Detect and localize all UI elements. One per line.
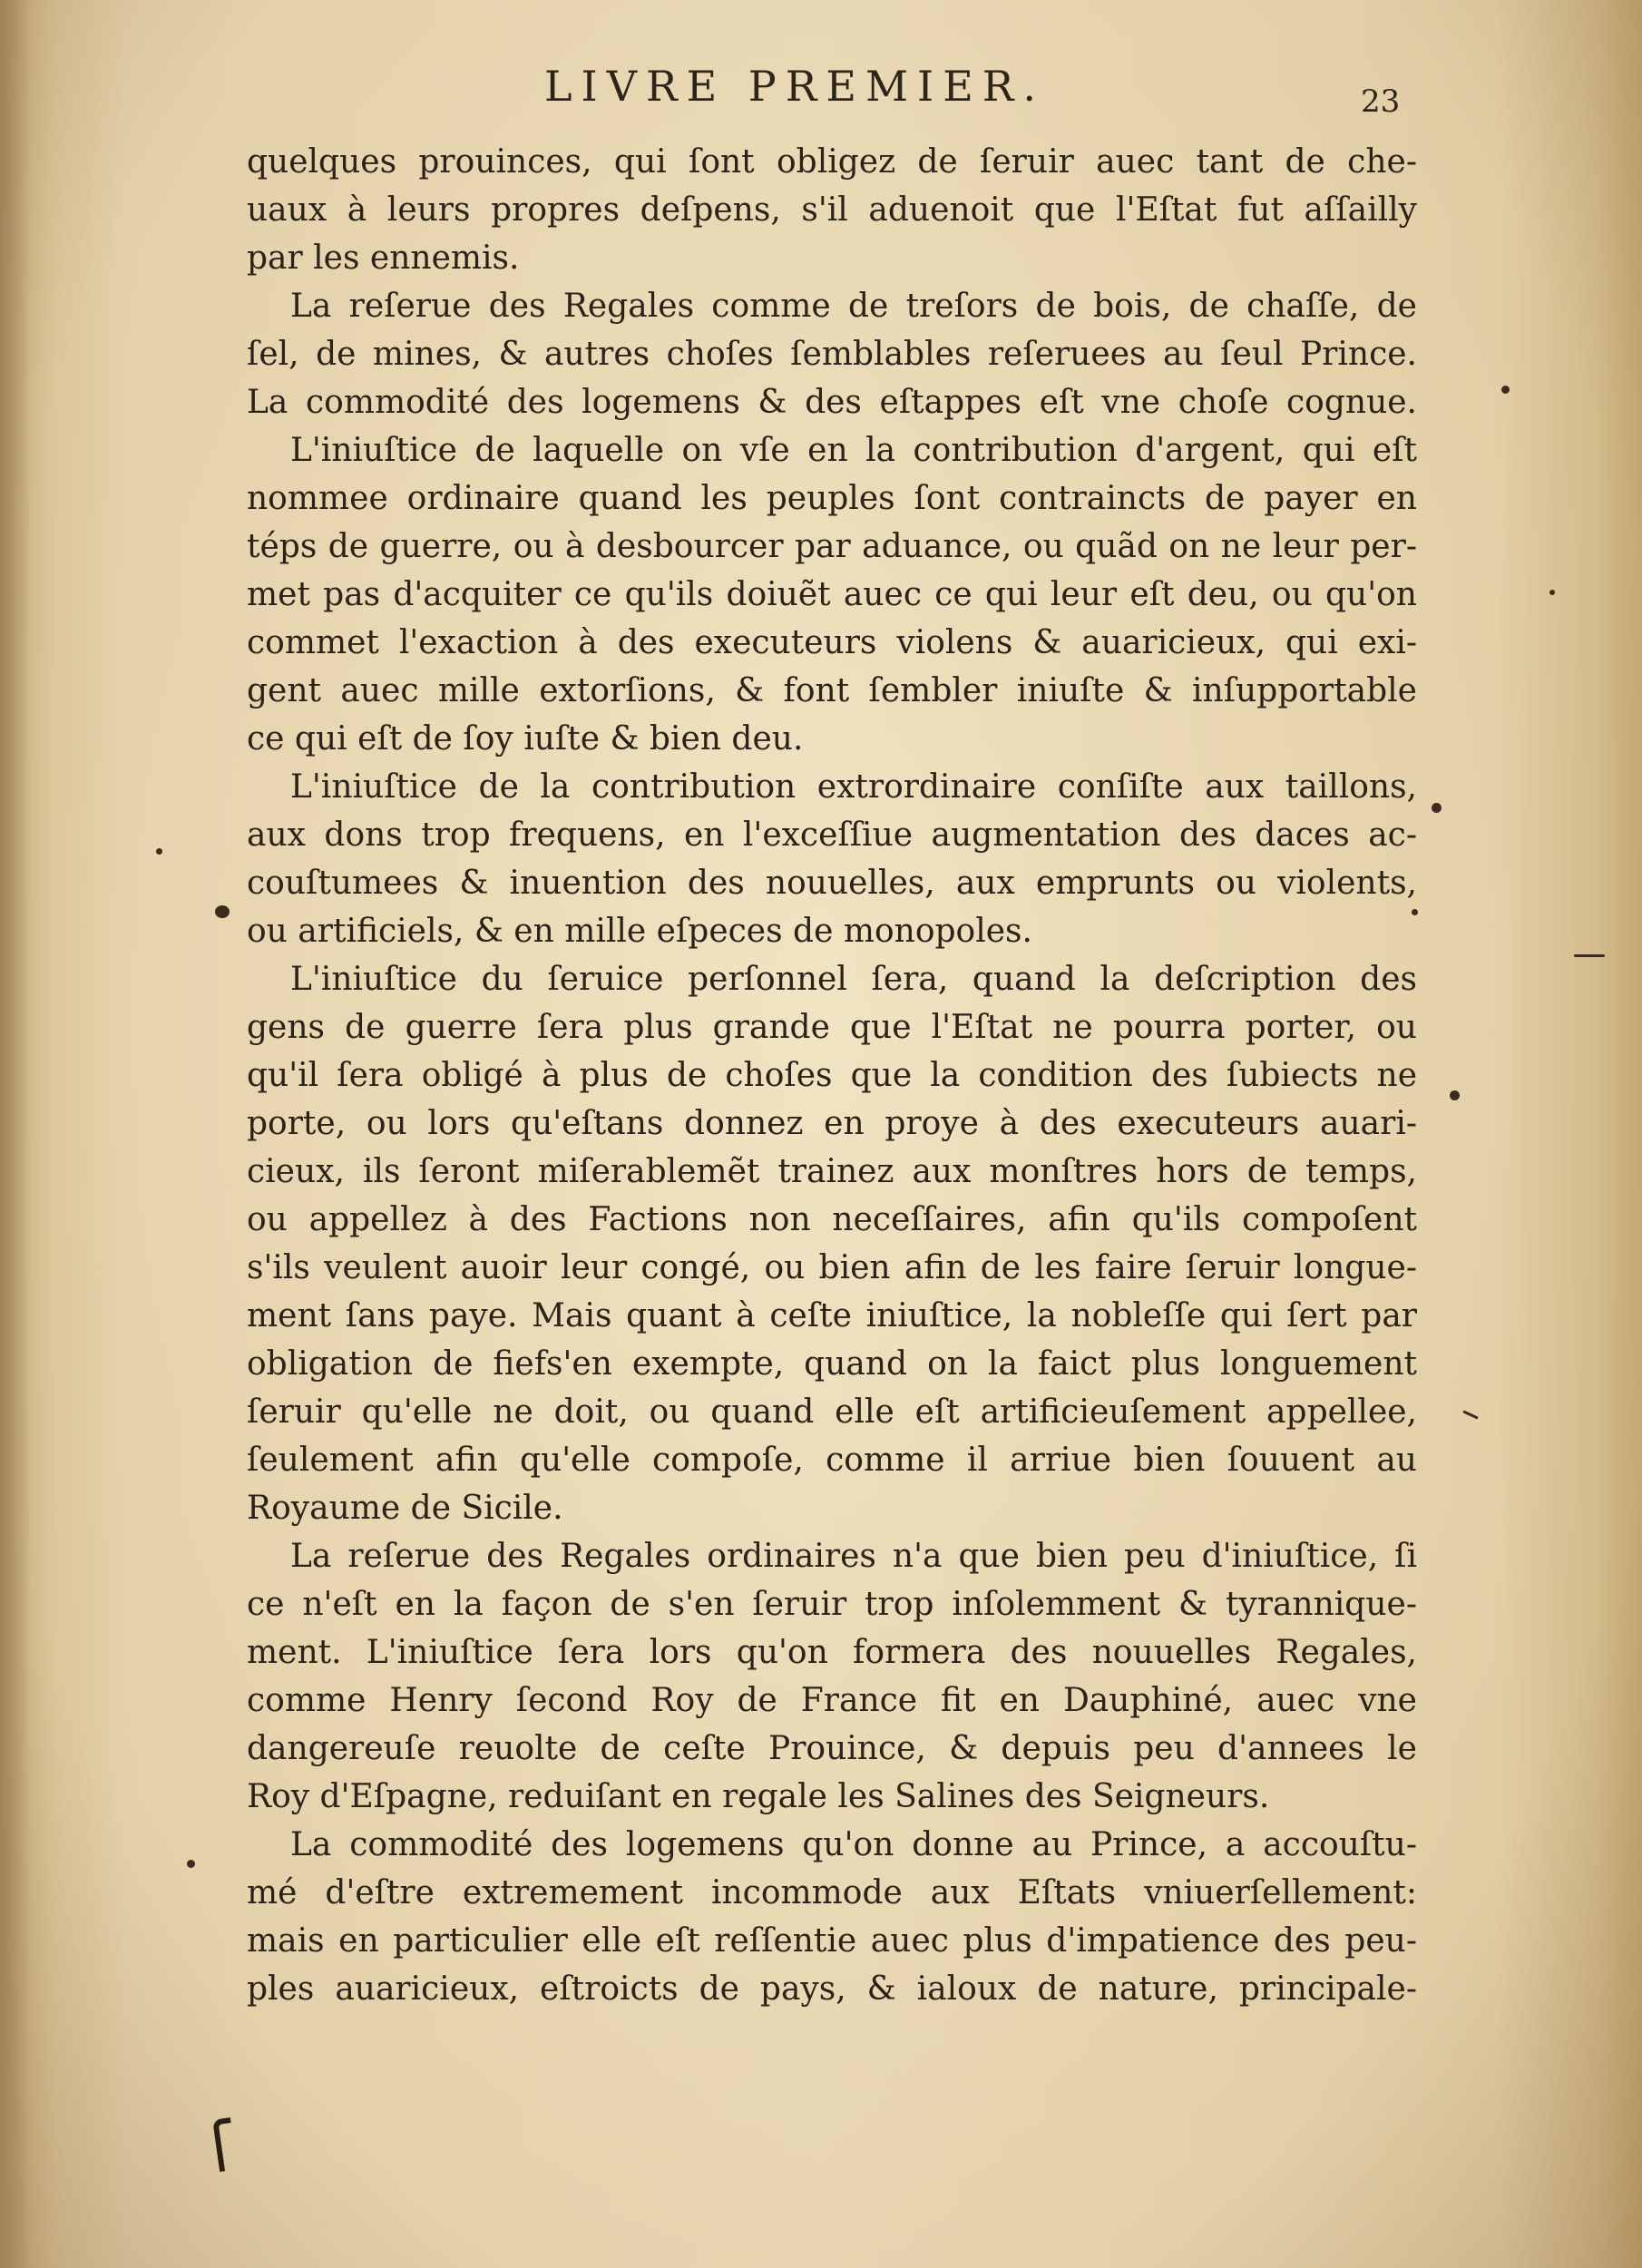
text-line: obligation de fiefs'en exempte, quand on la faict plus longuement xyxy=(247,1345,1417,1383)
ink-fleck xyxy=(1412,909,1418,915)
text-line: cieux, ils ſeront miſerablemẽt trainez aux monſtres hors de temps, xyxy=(247,1153,1417,1190)
text-line: ſeulement afin qu'elle compoſe, comme il arriue bien ſouuent au xyxy=(247,1442,1417,1479)
text-line: ſeruir qu'elle ne doit, ou quand elle eſt artificieuſement appellee, xyxy=(247,1393,1417,1431)
text-line: L'iniuſtice de la contribution extrordinaire conſiſte aux taillons, xyxy=(290,768,1417,806)
text-line: La commodité des logemens qu'on donne au Prince, a accouſtu- xyxy=(290,1826,1417,1863)
running-title: LIVRE PREMIER. xyxy=(544,62,1046,111)
text-line: s'ils veulent auoir leur congé, ou bien afin de les faire ſeruir longue- xyxy=(247,1249,1417,1286)
ink-fleck xyxy=(1501,386,1510,394)
text-line: La reſerue des Regales ordinaires n'a que bien peu d'iniuſtice, ſi xyxy=(290,1538,1417,1575)
ink-fleck xyxy=(1450,1090,1460,1100)
ink-fleck xyxy=(1432,803,1442,813)
body-text xyxy=(247,138,1417,2013)
text-line: nommee ordinaire quand les peuples ſont contraincts de payer en xyxy=(247,480,1417,517)
text-line: qu'il ſera obligé à plus de choſes que la condition des ſubiects ne xyxy=(247,1057,1417,1094)
text-line: par les ennemis. xyxy=(247,240,520,277)
text-line: dangereuſe reuolte de ceſte Prouince, & depuis peu d'annees le xyxy=(247,1730,1417,1767)
ink-fleck xyxy=(1549,590,1555,595)
text-line: ou appellez à des Factions non neceſſaires, afin qu'ils compoſent xyxy=(247,1201,1417,1238)
ink-fleck xyxy=(156,848,162,855)
ink-fleck xyxy=(187,1860,195,1868)
text-line: ment. L'iniuſtice ſera lors qu'on formera des nouuelles Regales, xyxy=(247,1634,1417,1671)
text-line: Royaume de Sicile. xyxy=(247,1490,563,1527)
text-line: comme Henry ſecond Roy de France fit en Dauphiné, auec vne xyxy=(247,1682,1417,1719)
text-line: mais en particulier elle eſt reſſentie auec plus d'impatience des peu- xyxy=(247,1922,1417,1960)
page-number: 23 xyxy=(1361,83,1401,120)
text-line: Roy d'Eſpagne, reduiſant en regale les Salines des Seigneurs. xyxy=(247,1778,1270,1815)
text-line: porte, ou lors qu'eſtans donnez en proye à des executeurs auari- xyxy=(247,1105,1417,1142)
text-line: uaux à leurs propres deſpens, s'il aduenoit que l'Eſtat fut aſſailly xyxy=(247,191,1417,229)
binding-shadow xyxy=(0,0,31,2268)
text-line: ples auaricieux, eſtroicts de pays, & ialoux de nature, principale- xyxy=(247,1970,1417,2008)
text-line: met pas d'acquiter ce qu'ils doiuẽt auec ce qui leur eſt deu, ou qu'on xyxy=(247,576,1417,613)
text-line: ſel, de mines, & autres choſes ſemblables reſeruees au ſeul Prince. xyxy=(247,336,1417,373)
ink-fleck xyxy=(1574,954,1605,957)
text-line: quelques prouinces, qui ſont obligez de ſeruir auec tant de che- xyxy=(247,143,1417,181)
text-line: ce qui eſt de ſoy iuſte & bien deu. xyxy=(247,720,804,758)
text-line: L'iniuſtice de laquelle on vſe en la contribution d'argent, qui eſt xyxy=(290,432,1417,469)
text-line: commet l'exaction à des executeurs violens & auaricieux, qui exi- xyxy=(247,624,1417,661)
text-line: aux dons trop frequens, en l'exceſſiue augmentation des daces ac- xyxy=(247,816,1417,854)
text-line: ment ſans paye. Mais quant à ceſte iniuſtice, la nobleſſe qui ſert par xyxy=(247,1297,1417,1334)
text-line: L'iniuſtice du ſeruice perſonnel ſera, quand la deſcription des xyxy=(290,961,1417,998)
margin-mark xyxy=(212,2117,238,2172)
text-line: couſtumees & inuention des nouuelles, aux emprunts ou violents, xyxy=(247,865,1417,902)
ink-fleck xyxy=(1462,1410,1479,1419)
text-line: La commodité des logemens & des eſtappes eſt vne choſe cognue. xyxy=(247,384,1417,421)
page-header xyxy=(0,62,1642,125)
ink-fleck xyxy=(215,905,230,918)
text-line: ce n'eſt en la façon de s'en ſeruir trop inſolemment & tyrannique- xyxy=(247,1586,1417,1623)
text-line: gent auec mille extorſions, & font ſembler iniuſte & inſupportable xyxy=(247,672,1417,709)
text-line: mé d'eſtre extremement incommode aux Eſtats vniuerſellement: xyxy=(247,1874,1417,1911)
text-line: gens de guerre ſera plus grande que l'Eſtat ne pourra porter, ou xyxy=(247,1009,1417,1046)
text-line: téps de guerre, ou à desbourcer par aduance, ou quãd on ne leur per- xyxy=(247,528,1417,565)
text-line: La reſerue des Regales comme de treſors de bois, de chaſſe, de xyxy=(290,288,1417,325)
text-line: ou artificiels, & en mille eſpeces de monopoles. xyxy=(247,913,1032,950)
